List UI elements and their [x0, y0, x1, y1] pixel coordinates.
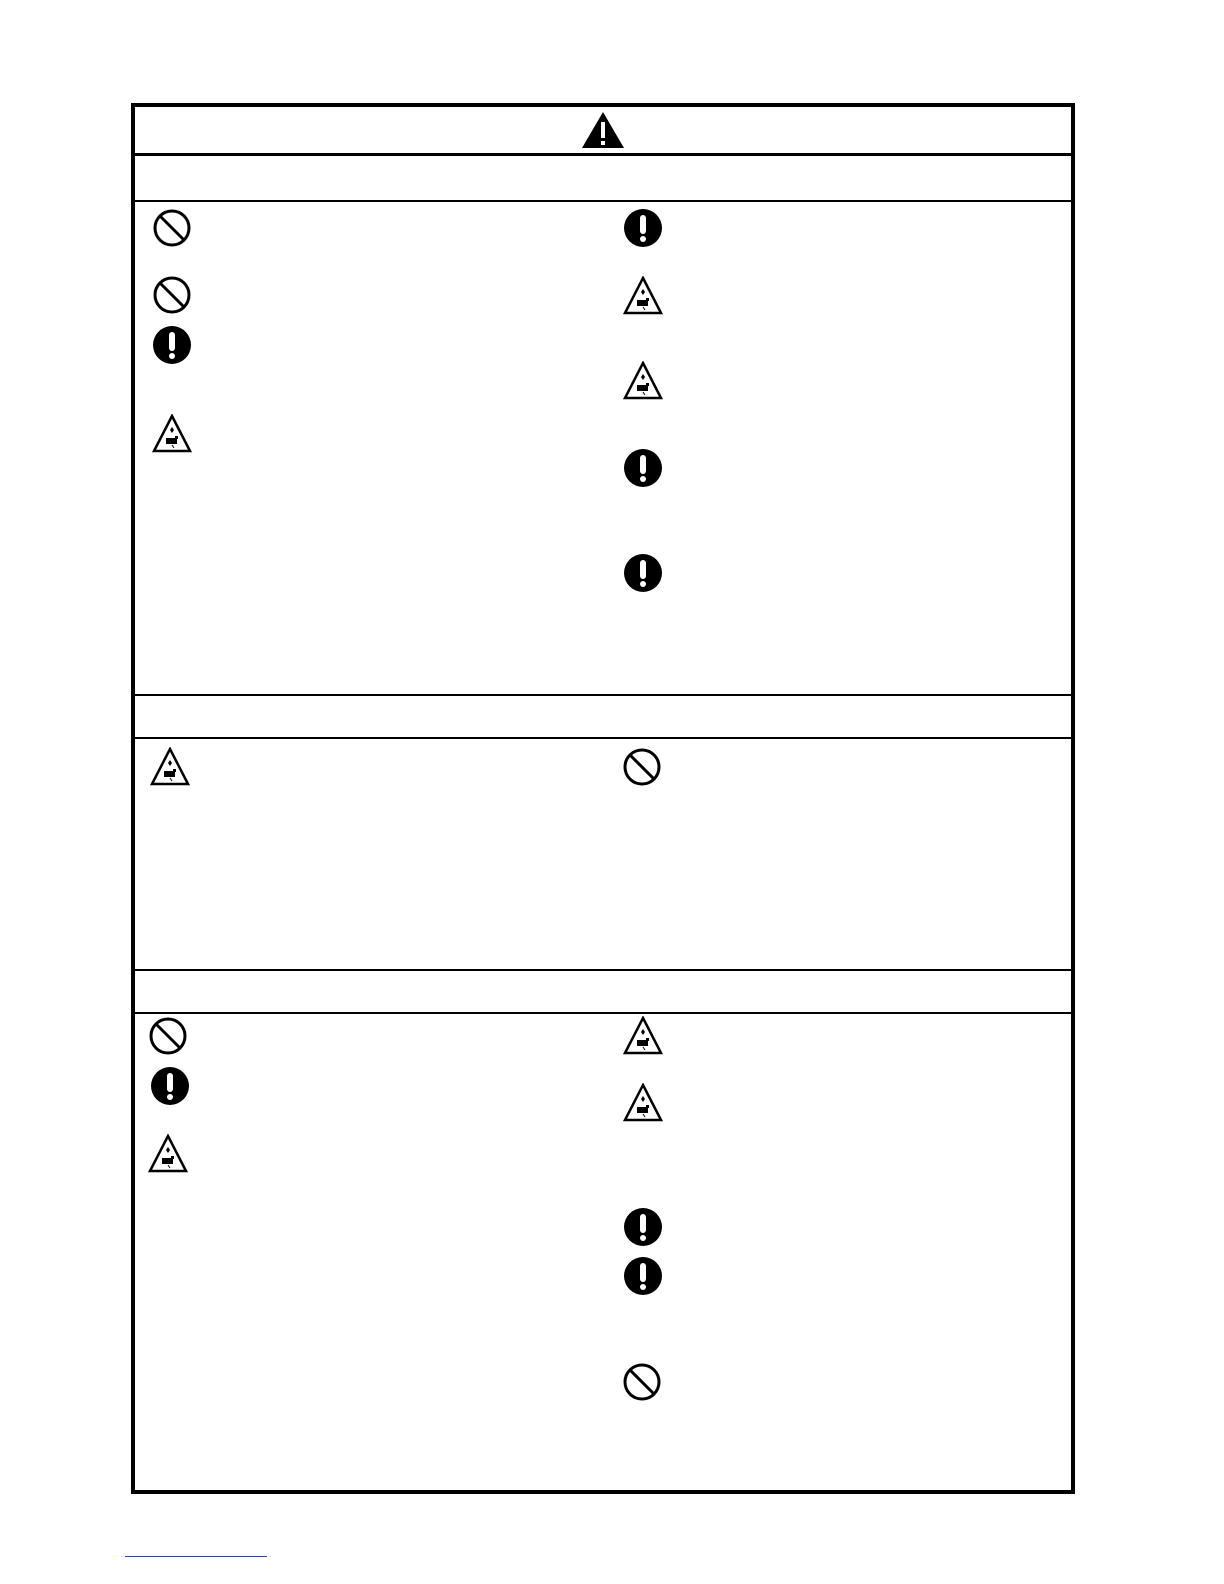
prohibition-icon [148, 1016, 188, 1056]
mandatory-action-icon [623, 208, 663, 248]
section-3-top-divider [135, 969, 1071, 971]
hand-injury-warning-icon [623, 361, 663, 401]
hand-injury-warning-icon [623, 1016, 663, 1056]
section-3-divider [135, 1012, 1071, 1014]
section-2-top-divider [135, 694, 1071, 696]
prohibition-icon [152, 208, 192, 248]
hand-injury-warning-icon [623, 1083, 663, 1123]
footer-link-underline[interactable] [125, 1556, 267, 1557]
section-2-divider [135, 737, 1071, 739]
warning-triangle-icon [581, 111, 625, 149]
hand-injury-warning-icon [623, 276, 663, 316]
mandatory-action-icon [623, 1207, 663, 1247]
mandatory-action-icon [152, 325, 192, 365]
mandatory-action-icon [623, 1256, 663, 1296]
prohibition-icon [622, 1362, 662, 1402]
safety-precautions-frame [131, 103, 1075, 1494]
hand-injury-warning-icon [150, 747, 190, 787]
warning-header [135, 107, 1071, 156]
mandatory-action-icon [623, 448, 663, 488]
prohibition-icon [622, 747, 662, 787]
prohibition-icon [152, 275, 192, 315]
mandatory-action-icon [150, 1066, 190, 1106]
hand-injury-warning-icon [148, 1134, 188, 1174]
hand-injury-warning-icon [152, 414, 192, 454]
section-1-divider [135, 200, 1071, 202]
mandatory-action-icon [623, 553, 663, 593]
